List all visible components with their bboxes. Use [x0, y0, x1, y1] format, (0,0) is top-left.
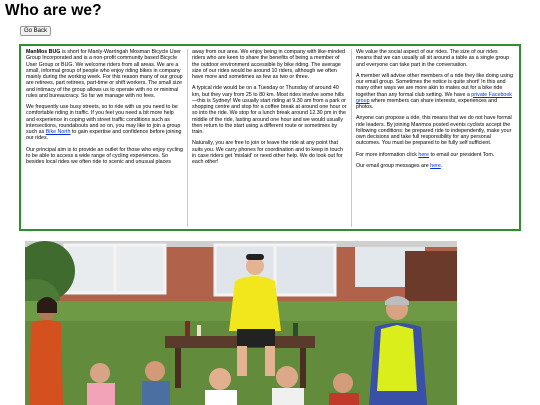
page-title: Who are we? — [5, 2, 102, 19]
paragraph — [356, 163, 514, 169]
paragraph-text: For more information click — [355, 151, 419, 158]
email-group-link[interactable]: here — [430, 162, 441, 169]
about-text-box — [19, 44, 521, 231]
paragraph: A typical ride would be on a Tuesday or Thursday of around 40 km, but they vary from 25 to 80 km. Most rides involve some hills—this is Sydney! We usually start riding at 9.30 am from a park or shopping centre and stop for a coffee break at around one hour or so into the ride. We stop for a lunch break around 12.30 pm in the middle of the ride, lasting around one hour and we would usually then return to the start using a different route or sometimes by train. — [191, 85, 347, 135]
email-president-link[interactable]: here — [418, 151, 429, 158]
paragraph-text: . — [440, 162, 443, 169]
paragraph-text: Our email group messages are — [355, 162, 431, 169]
group-photo-image — [25, 241, 457, 405]
bike-north-link[interactable]: Bike North — [45, 129, 71, 135]
paragraph-text: A member will advise other members of a ride they like doing using our email group. Sometimes the notice is quite short! In this and many other ways we are more akin to mates out for a bike ride together than any formal club setting. We have a — [355, 72, 513, 98]
text-column-2 — [188, 49, 352, 227]
group-photo — [25, 241, 457, 405]
paragraph-text: We frequently use busy streets, so to ride with us you need to be comfortable riding in traffic. If you feel you need a bit more help and experience in coping with street traffic conditions such as intersections, roundabouts and so on, you may like to join a group such as — [26, 104, 181, 135]
text-column-3 — [352, 49, 516, 227]
paragraph — [356, 73, 514, 111]
paragraph — [26, 104, 183, 142]
text-column-1 — [24, 49, 188, 227]
paragraph-text: where members can share interests, experiences and photos. — [355, 97, 498, 110]
paragraph-text: is short for Manly-Warringah Mosman Bicycle User Group Incorporated and is a non-profit community based Bicycle User Group or BUG. We welcome riders from all areas. We are a small, informal group of people who enjoy riding bikes in company mainly during the working week. For this reason many of our group are retirees, part retirees, part-time or shift workers. The small size and intimacy of the group allows us to operate with no or minimal rules and bureaucracy. So far we manage with no fees. — [26, 49, 183, 99]
paragraph-text: to email our president Tom. — [428, 151, 495, 158]
paragraph — [356, 152, 514, 158]
go-back-button[interactable]: Go Back — [20, 26, 51, 36]
paragraph: Our principal aim is to provide an outlet for those who enjoy cycling to be able to access a wide range of cycling experiences. So besides local rides we often ride to scenic and unusual places — [26, 146, 183, 165]
paragraph-text: to gain expertise and confidence before joining our rides. — [26, 129, 182, 142]
brand-name: ManMos BUG — [26, 49, 61, 55]
paragraph: Anyone can propose a ride, this means that we do not have formal ride leaders. By joining Manmos posted events cyclists accept the following conditions: be prepared ride to independently, make your own decisions and take full responsibility for any personal outcomes. You must be prepared to be fully self sufficient. — [355, 115, 512, 147]
paragraph: away from our area. We enjoy being in company with like-minded riders who are keen to share the benefits of being a member of the outdoor environment accessible by bike riding. The average size of our rides would be around 10 riders, although we often have more and sometimes as few as two or three. — [191, 49, 345, 80]
paragraph: We value the social aspect of our rides. The size of our rides means that we can usually all sit around a table as a single group and everyone can take part in the conversation. — [355, 49, 510, 68]
paragraph — [26, 49, 183, 99]
facebook-group-link[interactable]: private Facebook group — [355, 91, 512, 104]
paragraph: Naturally, you are free to join or leave the ride at any point that suits you. We carry phones for coordination and to keep in touch in case riders get 'mislaid' or need other help. We do look out for each other! — [191, 140, 343, 165]
